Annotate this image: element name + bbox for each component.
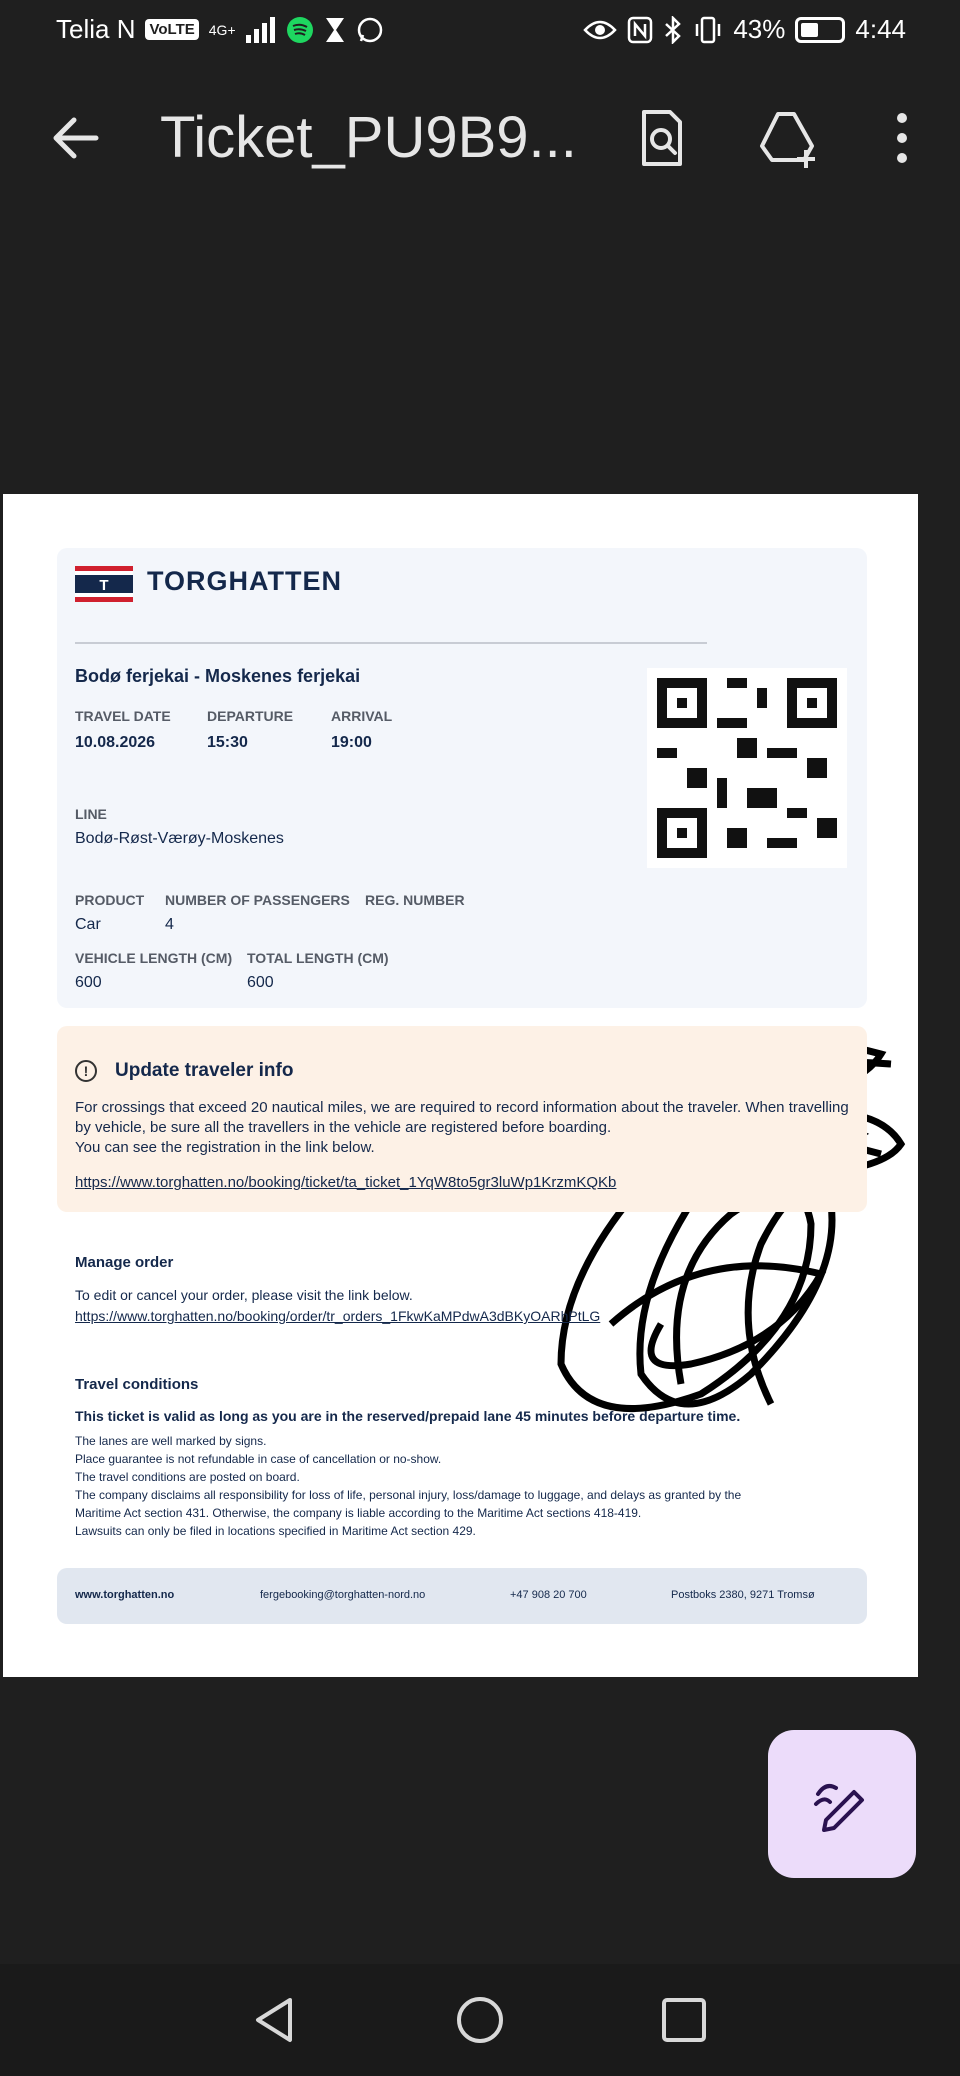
travel-conditions-list — [75, 1432, 855, 1540]
travel-date: 10.08.2026 — [75, 734, 156, 751]
product-value: Car — [75, 916, 101, 933]
footer-address: Postboks 2380, 9271 Tromsø — [671, 1589, 815, 1601]
departure-label: DEPARTURE — [207, 708, 294, 724]
svg-text:T: T — [99, 577, 109, 594]
footer-email[interactable]: fergebooking@torghatten-nord.no — [260, 1589, 426, 1601]
arrival-label: ARRIVAL — [331, 708, 393, 724]
app-bar — [0, 90, 960, 186]
route: Bodø ferjekai - Moskenes ferjekai — [75, 666, 361, 686]
nav-home-icon[interactable] — [454, 1994, 506, 2046]
divider — [75, 642, 707, 644]
total-length-value: 600 — [247, 974, 274, 991]
product-label: PRODUCT — [75, 892, 145, 908]
battery-percent: 43% — [733, 14, 786, 44]
eye-icon — [583, 18, 617, 42]
status-bar — [0, 0, 960, 60]
list-item: Lawsuits can only be filed in locations specified in Maritime Act section 429. — [75, 1524, 476, 1538]
nav-recents-icon[interactable] — [658, 1994, 710, 2046]
network-type: 4G+ — [208, 21, 236, 38]
passengers-label: NUMBER OF PASSENGERS — [165, 892, 350, 908]
footer-website[interactable]: www.torghatten.no — [75, 1589, 175, 1601]
volte-badge: VoLTE — [145, 19, 198, 40]
info-icon: ! — [75, 1060, 97, 1082]
list-item: The company disclaims all responsibility for loss of life, personal injury, loss/damage to luggage, and delays as granted by the — [75, 1488, 742, 1502]
edit-pen-icon — [812, 1774, 872, 1834]
bluetooth-icon — [663, 16, 683, 44]
vehicle-length-value: 600 — [75, 974, 102, 991]
more-vert-icon[interactable] — [870, 106, 934, 170]
travel-conditions-title: Travel conditions — [75, 1376, 199, 1393]
arrival-time: 19:00 — [331, 734, 372, 751]
spotify-icon — [286, 16, 314, 44]
ticket-card — [57, 548, 867, 1008]
list-item: Place guarantee is not refundable in case of cancellation or no-show. — [75, 1452, 442, 1466]
reg-number-label: REG. NUMBER — [365, 892, 465, 908]
departure-time: 15:30 — [207, 734, 248, 751]
pdf-page[interactable] — [3, 494, 918, 1677]
manage-order-text: To edit or cancel your order, please visit the link below. — [75, 1287, 413, 1303]
system-nav-bar — [0, 1964, 960, 2076]
vibrate-icon — [693, 16, 723, 44]
edit-fab-button[interactable] — [768, 1730, 916, 1878]
travel-date-label: TRAVEL DATE — [75, 708, 171, 724]
notice-title: Update traveler info — [115, 1060, 294, 1081]
ticket-footer — [57, 1568, 867, 1624]
travel-conditions-bold: This ticket is valid as long as you are in the reserved/prepaid lane 45 minutes before departure time. — [75, 1408, 741, 1424]
carrier-name: Telia N — [56, 14, 136, 44]
search-document-icon[interactable] — [630, 106, 694, 170]
update-traveler-notice — [57, 1026, 867, 1212]
line-label: LINE — [75, 806, 107, 822]
list-item: Maritime Act section 431. Otherwise, the company is liable according to the Maritime Act sections 418-419. — [75, 1506, 642, 1520]
line-value: Bodø-Røst-Værøy-Moskenes — [75, 830, 284, 847]
list-item: The lanes are well marked by signs. — [75, 1434, 267, 1448]
signal-icon — [246, 17, 276, 43]
manage-order-link[interactable]: https://www.torghatten.no/booking/order/tr_orders_1FkwKaMPdwA3dBKyOARhPtLG — [75, 1308, 601, 1324]
notice-text: For crossings that exceed 20 nautical miles, we are required to record information about the traveler. When travelling by vehicle, be sure all the travellers in the vehicle are registered before boarding. You can see the registration in the link below. — [75, 1099, 849, 1156]
list-item: The travel conditions are posted on board. — [75, 1470, 300, 1484]
footer-phone: +47 908 20 700 — [510, 1589, 587, 1601]
manage-order-title: Manage order — [75, 1254, 174, 1271]
hourglass-icon — [324, 16, 346, 44]
add-to-drive-icon[interactable] — [756, 106, 820, 170]
traveler-info-link[interactable]: https://www.torghatten.no/booking/ticket/ta_ticket_1YqW8to5gr3luWp1KrzmKQKb — [75, 1174, 617, 1191]
nfc-icon — [627, 16, 653, 44]
brand-name: TORGHATTEN — [147, 566, 342, 596]
qr-code — [647, 668, 847, 868]
vehicle-length-label: VEHICLE LENGTH (CM) — [75, 950, 233, 966]
clock: 4:44 — [855, 14, 906, 44]
battery-icon — [795, 17, 845, 43]
total-length-label: TOTAL LENGTH (CM) — [247, 950, 389, 966]
whatsapp-icon — [356, 16, 384, 44]
nav-back-icon[interactable] — [248, 1994, 300, 2046]
back-arrow-icon[interactable] — [46, 108, 106, 168]
torghatten-flag-logo — [75, 566, 133, 602]
passengers-value: 4 — [165, 916, 174, 933]
document-title: Ticket_PU9B9... — [160, 105, 577, 170]
